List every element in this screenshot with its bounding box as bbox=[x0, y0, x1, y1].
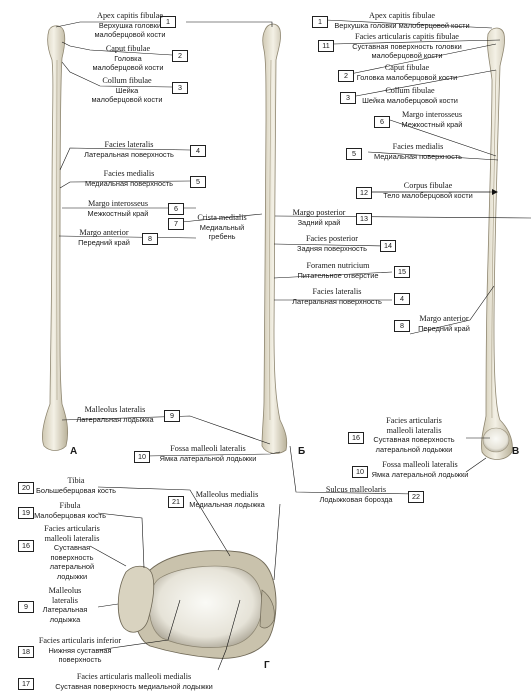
russian-term: Суставная поверхность головки bbox=[352, 41, 462, 51]
label-margo-anterior-c bbox=[410, 314, 478, 333]
label-tibia bbox=[36, 476, 116, 495]
latin-term: Sulcus malleolaris bbox=[325, 485, 387, 494]
number-box: 1 bbox=[312, 16, 328, 28]
number-box: 9 bbox=[164, 410, 180, 422]
latin-term: Malleolus bbox=[48, 586, 82, 595]
fibula-a-shape bbox=[42, 26, 67, 451]
fibula-b-shape bbox=[262, 24, 287, 453]
label-fibula bbox=[34, 501, 106, 520]
russian-term: Малоберцовая кость bbox=[34, 510, 106, 520]
label-crista-medialis bbox=[184, 213, 260, 242]
number-box: 19 bbox=[18, 507, 34, 519]
latin-term: Collum fibulae bbox=[102, 76, 152, 85]
latin-term: Margo interosseus bbox=[87, 199, 149, 208]
label-facies-lateralis-b bbox=[282, 287, 392, 306]
latin-term: Caput fibulae bbox=[384, 63, 430, 72]
number-box: 9 bbox=[18, 601, 34, 613]
tibia-inferior-articular-surface bbox=[149, 566, 262, 647]
russian-term: латеральной лодыжки bbox=[375, 444, 453, 454]
number-box: 20 bbox=[18, 482, 34, 494]
russian-term: Суставная поверхность медиальной лодыжки bbox=[55, 681, 213, 691]
fibula-c-shape bbox=[481, 28, 512, 460]
label-corpus-fibulae bbox=[372, 181, 484, 200]
label-margo-interosseus-c bbox=[390, 110, 474, 129]
label-apex-a bbox=[70, 11, 190, 40]
russian-term: Задний край bbox=[297, 217, 341, 227]
russian-term: латеральной bbox=[49, 562, 95, 572]
russian-term: Верхушка головки bbox=[98, 20, 162, 30]
russian-term: малоберцовой кости bbox=[94, 30, 166, 40]
latin-term: lateralis bbox=[52, 595, 78, 605]
latin-term: Facies lateralis bbox=[104, 140, 154, 149]
view-letter-c: В bbox=[512, 446, 520, 457]
label-facies-posterior bbox=[286, 234, 378, 253]
label-foramen-nutricium bbox=[284, 261, 392, 280]
label-fossa-malleoli-b bbox=[148, 444, 268, 463]
number-box: 21 bbox=[168, 496, 184, 508]
latin-term: Facies articularis bbox=[386, 416, 442, 425]
russian-term: Медиальная поверхность bbox=[84, 178, 174, 188]
number-box: 15 bbox=[394, 266, 410, 278]
russian-term: Тело малоберцовой кости bbox=[383, 190, 473, 200]
latin-term: Collum fibulae bbox=[385, 86, 435, 95]
number-box: 22 bbox=[408, 491, 424, 503]
russian-term: Медиальная лодыжка bbox=[189, 499, 265, 509]
number-box: 6 bbox=[374, 116, 390, 128]
number-box: 7 bbox=[168, 218, 184, 230]
russian-term: лодыжки bbox=[56, 571, 88, 581]
number-box: 3 bbox=[340, 92, 356, 104]
latin-term: Facies medialis bbox=[103, 169, 155, 178]
russian-term: малоберцовой кости bbox=[91, 95, 163, 105]
fibula-view-c bbox=[481, 28, 512, 460]
fibula-c-articular-facet bbox=[483, 428, 509, 452]
number-box: 5 bbox=[346, 148, 362, 160]
label-facies-medialis-a bbox=[70, 169, 188, 188]
number-box: 8 bbox=[142, 233, 158, 245]
latin-term: Tibia bbox=[67, 476, 85, 485]
label-apex-c bbox=[326, 11, 478, 30]
fibula-view-b bbox=[262, 24, 287, 453]
number-box: 5 bbox=[190, 176, 206, 188]
russian-term: Суставная bbox=[53, 543, 91, 553]
russian-term: Головка bbox=[114, 53, 142, 63]
russian-term: Передний край bbox=[418, 323, 470, 333]
latin-term: Facies medialis bbox=[392, 142, 444, 151]
latin-term: Apex capitis fibulae bbox=[369, 11, 435, 20]
number-box: 11 bbox=[318, 40, 334, 52]
label-facies-lateralis-a bbox=[70, 140, 188, 159]
russian-term: малоберцовой кости bbox=[92, 63, 164, 73]
number-box: 16 bbox=[348, 432, 364, 444]
label-margo-posterior bbox=[284, 208, 354, 227]
latin-term: Facies posterior bbox=[305, 234, 359, 243]
russian-term: Медиальный bbox=[199, 222, 245, 232]
russian-term: Задняя поверхность bbox=[297, 243, 367, 253]
latin-term: malleoli lateralis bbox=[44, 533, 100, 543]
view-letter-d: Г bbox=[264, 660, 270, 671]
label-sulcus-malleolaris bbox=[306, 485, 406, 504]
number-box: 8 bbox=[394, 320, 410, 332]
fibula-view-a bbox=[42, 26, 67, 451]
number-box: 10 bbox=[352, 466, 368, 478]
russian-term: Латеральная bbox=[42, 605, 88, 615]
latin-term: Apex capitis fibulae bbox=[97, 11, 163, 20]
russian-term: Ямка латеральной лодыжки bbox=[159, 453, 257, 463]
label-margo-interosseus-a bbox=[68, 199, 168, 218]
number-box: 4 bbox=[190, 145, 206, 157]
view-letter-a: А bbox=[70, 446, 78, 457]
number-box: 1 bbox=[160, 16, 176, 28]
number-box: 13 bbox=[356, 213, 372, 225]
russian-term: Латеральная лодыжка bbox=[76, 414, 154, 424]
latin-term: Foramen nutricium bbox=[306, 261, 370, 270]
latin-term: Margo interosseus bbox=[401, 110, 463, 119]
latin-term: Crista medialis bbox=[197, 213, 247, 222]
russian-term: Передний край bbox=[78, 237, 130, 247]
label-facies-articularis-capitis bbox=[334, 32, 480, 61]
russian-term: Головка малоберцовой кости bbox=[356, 72, 458, 82]
label-malleolus-lateralis-d bbox=[34, 586, 96, 624]
label-facies-articularis-inferior bbox=[32, 636, 128, 665]
view-letter-b: Б bbox=[298, 446, 306, 457]
russian-term: малоберцовой кости bbox=[371, 51, 443, 61]
label-facies-articularis-malleoli-c bbox=[364, 416, 464, 454]
latin-term: Margo anterior bbox=[79, 228, 129, 237]
latin-term: Margo anterior bbox=[419, 314, 469, 323]
russian-term: поверхность bbox=[50, 552, 94, 562]
latin-term: Facies articularis inferior bbox=[38, 636, 122, 645]
latin-term: Facies lateralis bbox=[312, 287, 362, 296]
latin-term: Malleolus medialis bbox=[195, 490, 259, 499]
label-malleolus-medialis bbox=[182, 490, 272, 509]
russian-term: Шейка bbox=[115, 85, 139, 95]
russian-term: Ямка латеральной лодыжки bbox=[371, 469, 469, 479]
label-margo-anterior-a bbox=[66, 228, 142, 247]
ankle-view-d bbox=[118, 551, 276, 659]
russian-term: Питательное отверстие bbox=[297, 270, 379, 280]
number-box: 3 bbox=[172, 82, 188, 94]
number-box: 18 bbox=[18, 646, 34, 658]
latin-term: Facies articularis bbox=[44, 524, 100, 533]
label-facies-articularis-malleoli-d bbox=[30, 524, 114, 582]
number-box: 14 bbox=[380, 240, 396, 252]
latin-term: Fibula bbox=[59, 501, 81, 510]
latin-term: Malleolus lateralis bbox=[84, 405, 146, 414]
russian-term: Межкостный край bbox=[401, 119, 463, 129]
russian-term: Межкостный край bbox=[87, 208, 149, 218]
number-box: 6 bbox=[168, 203, 184, 215]
number-box: 10 bbox=[134, 451, 150, 463]
number-box: 16 bbox=[18, 540, 34, 552]
label-collum-a bbox=[84, 76, 170, 105]
latin-term: Caput fibulae bbox=[105, 44, 151, 53]
russian-term: лодыжка bbox=[49, 614, 81, 624]
label-facies-medialis-c bbox=[362, 142, 474, 161]
latin-term: Margo posterior bbox=[292, 208, 346, 217]
russian-term: Нижняя суставная bbox=[48, 645, 112, 655]
russian-term: Латеральная поверхность bbox=[84, 149, 174, 159]
russian-term: Суставная поверхность bbox=[373, 435, 455, 445]
number-box: 12 bbox=[356, 187, 372, 199]
russian-term: Шейка малоберцовой кости bbox=[362, 95, 458, 105]
latin-term: Fossa malleoli lateralis bbox=[170, 444, 246, 453]
label-collum-c bbox=[354, 86, 466, 105]
russian-term: Верхушка головки малоберцовой кости bbox=[334, 20, 470, 30]
label-caput-a bbox=[88, 44, 168, 73]
russian-term: Латеральная поверхность bbox=[292, 296, 382, 306]
latin-term: Corpus fibulae bbox=[403, 181, 453, 190]
number-box: 17 bbox=[18, 678, 34, 690]
latin-term: malleoli lateralis bbox=[386, 425, 442, 435]
russian-term: Большеберцовая кость bbox=[36, 485, 116, 495]
number-box: 2 bbox=[172, 50, 188, 62]
latin-term: Fossa malleoli lateralis bbox=[382, 460, 458, 469]
russian-term: поверхность bbox=[58, 655, 102, 665]
label-fossa-malleoli-c bbox=[366, 460, 474, 479]
russian-term: гребень bbox=[208, 232, 236, 242]
label-malleolus-lateralis bbox=[68, 405, 162, 424]
number-box: 2 bbox=[338, 70, 354, 82]
number-box: 4 bbox=[394, 293, 410, 305]
latin-term: Facies articularis capitis fibulae bbox=[355, 32, 459, 41]
label-facies-articularis-malleoli-medialis bbox=[34, 672, 234, 691]
russian-term: Медиальная поверхность bbox=[373, 151, 463, 161]
russian-term: Лодыжковая борозда bbox=[319, 494, 393, 504]
latin-term: Facies articularis malleoli medialis bbox=[76, 672, 192, 681]
label-caput-c bbox=[352, 63, 462, 82]
